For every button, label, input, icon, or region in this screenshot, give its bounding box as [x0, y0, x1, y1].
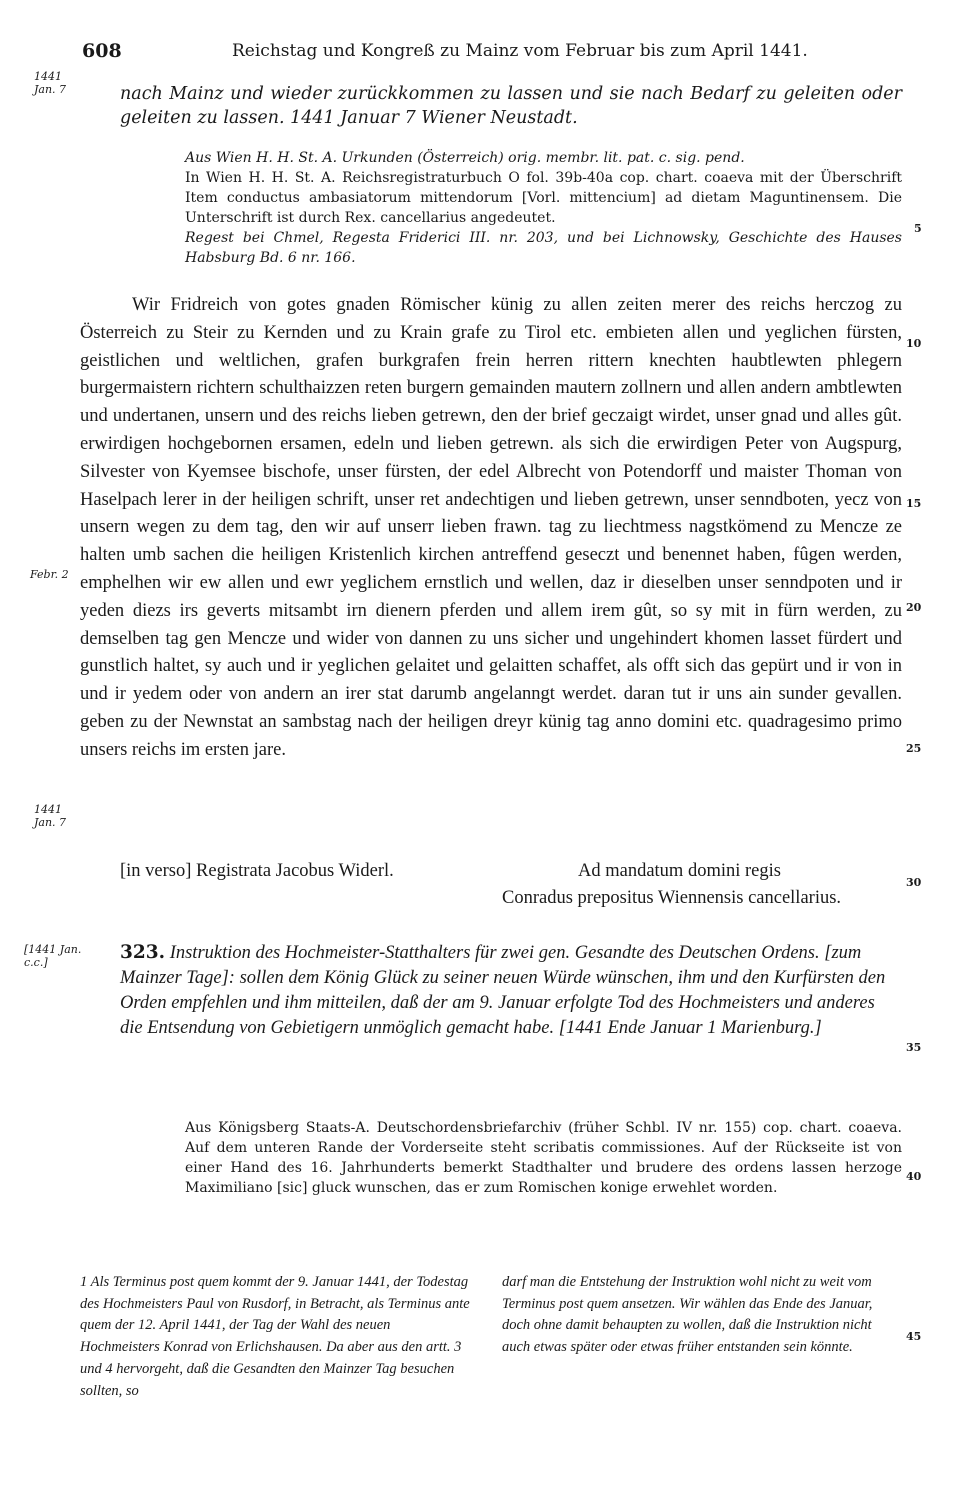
line-number-10: 10	[906, 337, 922, 350]
line-number-20: 20	[906, 601, 922, 614]
source-notes-323: Aus Königsberg Staats-A. Deutschordensbriefarchiv (früher Schbl. IV nr. 155) cop. chart. coaeva. Auf dem unteren Rande der Vorderseite steht scribatis commissiones. Auf der Rückseite ist von einer Hand des 16. Jahrhunderts bemerkt Stadthalter und brudere des ordens lassen herzoge Maximiliano [sic] gluck wunschen, das er zum Romischen konige erwehlet worden.	[185, 1120, 902, 1196]
margin-date-3: 1441 Jan. 7	[34, 803, 67, 829]
footnote-left: 1 Als Terminus post quem kommt der 9. Januar 1441, der Todestag des Hochmeisters Paul von Rusdorf, in Betracht, als Terminus ante quem der 12. April 1441, der Tag der Wahl des neuen Hochmeisters Konrad von Erlichshausen. Da aber aus den artt. 3 und 4 hervorgeht, daß die Gesandten den Mainzer Tag besuchen sollten, so	[80, 1274, 470, 1399]
line-number-25: 25	[906, 742, 922, 755]
running-title: Reichstag und Kongreß zu Mainz vom Februar bis zum April 1441.	[232, 41, 808, 61]
source-notes-322	[185, 148, 902, 268]
margin-date-1: 1441 Jan. 7	[34, 70, 67, 96]
margin-date-4: [1441 Jan. c.c.]	[24, 943, 82, 969]
body-paragraph: Wir Fridreich von gotes gnaden Römischer künig zu allen zeiten merer des reichs herczog zu Österreich zu Steir zu Kernden und zu Krain grafe zu Tirol etc. embieten allen und yeglichen fürsten, geistlichen und weltlichen, grafen burkgrafen frein herren rittern knechten haubtlewten phlegern burgermaistern richtern schulthaizzen reten burgern gemainden mautern zollnern und allen andern ambtlewten und undertanen, unsern und des reichs lieben getrewn, den der brief geczaigt wirdet, unser gnad und alles gût. erwirdigen hochgebornen ersamen, edeln und lieben getrewn. als sich die erwirdigen Peter von Augspurg, Silvester von Kyemsee bischofe, unser fürsten, der edel Albrecht von Potendorff und maister Thoman von Haselpach lerer in der heiligen schrift, unser ret andechtigen und lieben getrewn, unser senndboten, yecz von unsern wegen zu dem tag, den wir auf unserr lieben frawn. tag zu liechtmess nagstkömend zu Mencze ze halten umb sachen die heiligen Kristenlich kirchen antreffend geseczt und benennet haben, fûgen werden, emphelhen wir ew allen und ewr yeglichem ernstlich und wellen, daz ir dieselben unser senndpoten und ir yeden diezs irs geverts mitsambt irn dienern pferden und allem irem gût, so sy mit in fürn werden, zu demselben tag gen Mencze und wider von dannen zu uns sicher und ungehindert khomen lasset fürdert und gunstlich haltet, sy auch und ir yeglichen gelaitet und gelaitten schaffet, als offt sich das gepürt und ir von in und ir yedem oder von andern an irer stat darumb angelanngt werdet. daran tut ir uns ain sunder gevallen. geben zu der Newnstat an sambstag nach der heiligen dreyr künig tag anno domini etc. quadragesimo primo unsers reichs im ersten jare.	[80, 295, 902, 760]
source-line-1: Aus Wien H. H. St. A. Urkunden (Österreich) orig. membr. lit. pat. c. sig. pend.	[185, 150, 745, 166]
document-body	[80, 292, 902, 765]
footnote-right: darf man die Entstehung der Instruktion wohl nicht zu weit vom Terminus post quem ansetzen. Wir wählen das Ende des Januar, doch ohne damit behaupten zu wollen, daß die Instruktion nicht auch etwas später oder etwas früher entstanden sein könnte.	[502, 1274, 873, 1356]
line-number-35: 35	[906, 1041, 922, 1054]
line-number-15: 15	[906, 497, 922, 510]
source-line-3: Regest bei Chmel, Regesta Friderici III. nr. 203, und bei Lichnowsky, Geschichte des Hauses Habsburg Bd. 6 nr. 166.	[185, 230, 902, 266]
regest-323	[120, 940, 902, 1041]
regest-number: 323.	[120, 942, 166, 963]
signature-left: [in verso] Registrata Jacobus Widerl.	[120, 861, 394, 881]
regest-title: Instruktion des Hochmeister-Statthalters für zwei gen. Gesandte des Deutschen Ordens. [zum Mainzer Tage]: sollen dem König Glück zu seiner neuen Würde wünschen, ihm und den Kurfürsten den Orden empfehlen und ihm mitteilen, daß der am 9. Januar erfolgte Tod des Hochmeisters und anderes die Entsendung von Gebietigern unmöglich gemacht habe. [1441 Ende Januar 1 Marienburg.]	[120, 943, 886, 1038]
margin-date-2: Febr. 2	[30, 568, 69, 581]
signature-right-2: Conradus prepositus Wiennensis cancellarius.	[502, 888, 842, 908]
line-number-40: 40	[906, 1170, 922, 1183]
regest-continuation: nach Mainz und wieder zurückkommen zu lassen und sie nach Bedarf zu geleiten oder geleiten zu lassen. 1441 Januar 7 Wiener Neustadt.	[120, 84, 902, 128]
line-number-45: 45	[906, 1330, 922, 1343]
line-number-30: 30	[906, 876, 922, 889]
page-number: 608	[82, 40, 122, 62]
source-line-2: In Wien H. H. St. A. Reichsregistraturbuch O fol. 39b-40a cop. chart. coaeva mit der Überschrift Item conductus ambasiatorum mittendorum [Vorl. mittencium] ad dietam Maguntinensem. Die Unterschrift ist durch Rex. cancellarius angedeutet.	[185, 170, 902, 226]
signature-right-1: Ad mandatum domini regis	[578, 861, 781, 881]
line-number-5: 5	[914, 222, 922, 235]
